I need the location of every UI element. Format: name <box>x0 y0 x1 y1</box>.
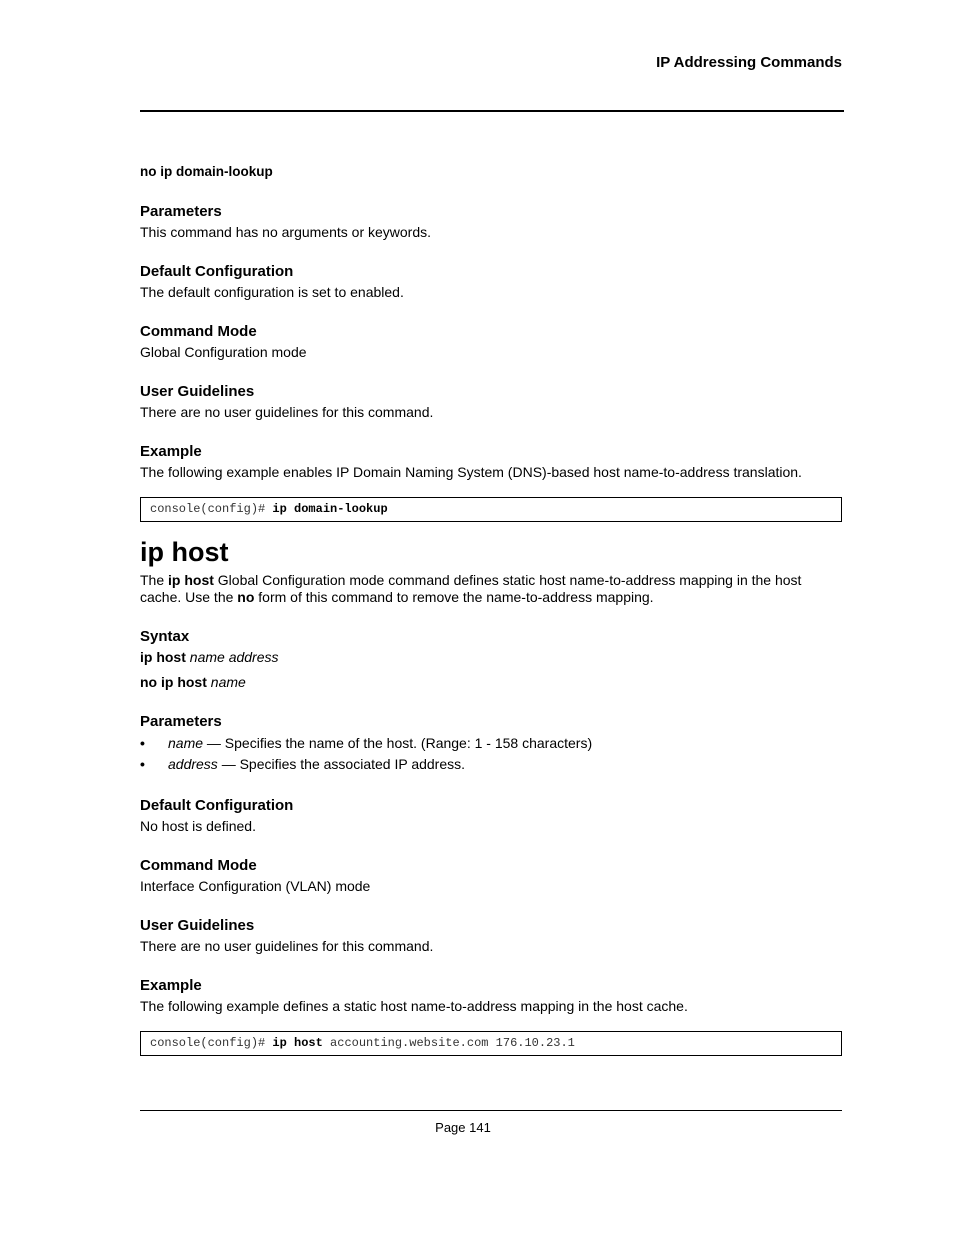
section-command-mode <box>140 323 842 361</box>
example-text: The following example defines a static host name-to-address mapping in the host cache. <box>140 998 688 1014</box>
bullet-icon: • <box>140 756 145 772</box>
syntax-arguments: name address <box>189 649 279 665</box>
intro-bold-ip-host: ip host <box>168 572 214 588</box>
heading-command-mode: Command Mode <box>140 857 257 874</box>
syntax-command: no ip host <box>140 674 207 690</box>
user-guidelines-text: There are no user guidelines for this command. <box>140 404 434 420</box>
section-example <box>140 977 842 1015</box>
parameters-list <box>140 733 842 775</box>
page-content <box>140 163 842 1056</box>
code-arguments: accounting.website.com 176.10.23.1 <box>322 1036 575 1050</box>
parameters-text: This command has no arguments or keywords. <box>140 224 432 240</box>
page-number: Page 141 <box>435 1120 491 1135</box>
parameter-term: address <box>168 756 218 772</box>
ip-host-description <box>140 572 842 606</box>
header-divider <box>140 110 844 112</box>
heading-default-configuration: Default Configuration <box>140 797 294 814</box>
footer-divider <box>140 1110 842 1111</box>
syntax-no-ip-domain-lookup: no ip domain-lookup <box>140 164 273 179</box>
code-command: ip host <box>272 1036 323 1050</box>
heading-example: Example <box>140 977 202 994</box>
intro-text-3: form of this command to remove the name-to-address mapping. <box>254 589 654 605</box>
intro-text-1: The <box>140 572 169 588</box>
intro-text-2: Global Configuration mode command defines static host name-to-address mapping in the host cache. Use the <box>140 572 802 605</box>
list-item <box>140 733 842 754</box>
code-example-ip-host <box>140 1031 842 1056</box>
heading-parameters: Parameters <box>140 713 222 730</box>
intro-bold-no: no <box>237 589 255 605</box>
section-command-mode <box>140 857 842 895</box>
parameter-term: name <box>168 735 204 751</box>
command-mode-text: Interface Configuration (VLAN) mode <box>140 878 371 894</box>
code-prompt: console(config)# <box>150 1036 273 1050</box>
section-user-guidelines <box>140 917 842 955</box>
code-example-domain-lookup <box>140 497 842 522</box>
heading-command-mode: Command Mode <box>140 323 257 340</box>
heading-parameters: Parameters <box>140 203 222 220</box>
section-parameters <box>140 713 842 775</box>
section-default-configuration <box>140 263 842 301</box>
default-configuration-text: No host is defined. <box>140 818 256 834</box>
default-configuration-text: The default configuration is set to enabled. <box>140 284 404 300</box>
section-title-ip-host: ip host <box>140 537 229 567</box>
code-prompt: console(config)# <box>150 502 273 516</box>
heading-user-guidelines: User Guidelines <box>140 917 255 934</box>
heading-syntax: Syntax <box>140 628 190 645</box>
section-example <box>140 443 842 481</box>
syntax-arguments: name <box>210 674 246 690</box>
list-item <box>140 754 842 775</box>
example-text: The following example enables IP Domain Naming System (DNS)-based host name-to-address translation. <box>140 464 802 480</box>
heading-user-guidelines: User Guidelines <box>140 383 255 400</box>
command-mode-text: Global Configuration mode <box>140 344 307 360</box>
heading-default-configuration: Default Configuration <box>140 263 294 280</box>
section-syntax <box>140 628 842 691</box>
parameter-description: — Specifies the associated IP address. <box>217 756 466 772</box>
user-guidelines-text: There are no user guidelines for this command. <box>140 938 434 954</box>
section-parameters <box>140 203 842 241</box>
code-command: ip domain-lookup <box>272 502 388 516</box>
heading-example: Example <box>140 443 202 460</box>
section-default-configuration <box>140 797 842 835</box>
syntax-line-no-ip-host <box>140 673 842 691</box>
parameter-description: — Specifies the name of the host. (Range: 1 - 158 characters) <box>203 735 593 751</box>
running-header-title: IP Addressing Commands <box>656 54 842 71</box>
syntax-command: ip host <box>140 649 186 665</box>
syntax-line-ip-host <box>140 648 842 666</box>
bullet-icon: • <box>140 735 145 751</box>
section-user-guidelines <box>140 383 842 421</box>
